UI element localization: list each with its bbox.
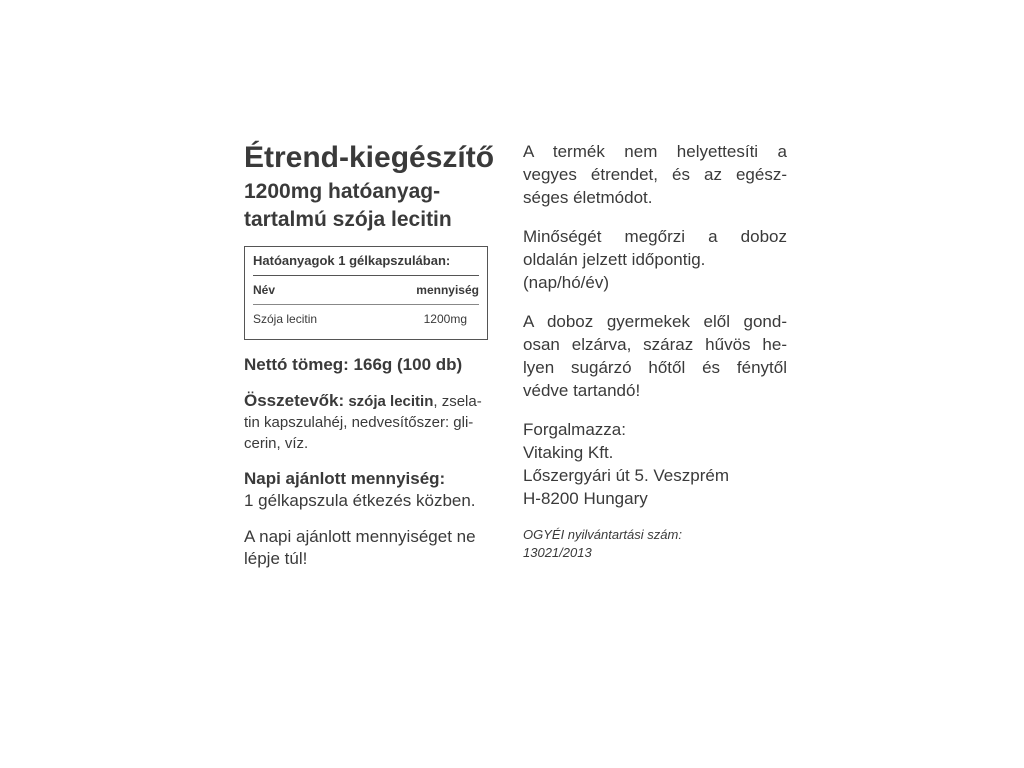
distributor-line: Forgalmazza: (523, 420, 626, 439)
daily-dose-text: 1 gélkapszula étkezés közben. (244, 491, 476, 510)
storage-instructions (523, 310, 787, 402)
dose-warning-line: A napi ajánlott mennyiséget ne (244, 527, 476, 546)
composition-line (244, 390, 508, 412)
ingredients-heading: Hatóanyagok 1 gélkapszulában: (253, 251, 479, 276)
dose-warning-line: lépje túl! (244, 549, 308, 568)
column-header-name: Név (253, 283, 276, 297)
registration-number (523, 526, 787, 562)
ingredient-name: Szója lecitin (253, 312, 318, 326)
distributor-line: Vitaking Kft. (523, 443, 614, 462)
ingredients-table (244, 246, 488, 340)
registration-line: OGYÉI nyilvántartási szám: (523, 527, 682, 542)
net-weight: Nettó tömeg: 166g (100 db) (244, 355, 463, 374)
ingredient-amount: 1200mg (423, 312, 467, 326)
daily-dose-label: Napi ajánlott mennyiség: (244, 469, 446, 488)
subtitle-line: 1200mg hatóanyag- (244, 180, 441, 203)
composition-line1-rest: , zsela- (433, 393, 482, 410)
distributor-line: H-8200 Hungary (523, 489, 648, 508)
composition-label: Összetevők: (244, 391, 345, 410)
composition-line: tin kapszulahéj, nedvesítőszer: gli- (244, 414, 474, 431)
table-row (253, 305, 479, 333)
composition-highlight: szója lecitin (348, 393, 434, 410)
best-before (523, 225, 787, 294)
notice-line: vegyes étrendet, és az egész- (523, 165, 787, 184)
supplement-notice (523, 140, 787, 209)
distributor (523, 418, 787, 510)
best-before-line: (nap/hó/év) (523, 273, 609, 292)
registration-line: 13021/2013 (523, 545, 592, 560)
distributor-line: Lőszergyári út 5. Veszprém (523, 466, 729, 485)
product-title: Étrend-kiegészítő (244, 141, 495, 174)
best-before-line: oldalán jelzett időpontig. (523, 250, 706, 269)
product-subtitle (244, 178, 508, 234)
ingredients-header-row (253, 276, 479, 305)
notice-line: A termék nem helyettesíti a (523, 142, 787, 161)
subtitle-line: tartalmú szója lecitin (244, 208, 452, 231)
column-header-amount: mennyiség (416, 283, 479, 297)
best-before-line: Minőségét megőrzi a doboz (523, 227, 787, 246)
notice-line: séges életmódot. (523, 188, 653, 207)
daily-dose (244, 468, 508, 512)
composition-line: cerin, víz. (244, 435, 309, 452)
right-column (523, 140, 787, 562)
storage-line: A doboz gyermekek elől gond- (523, 312, 787, 331)
composition (244, 390, 508, 454)
storage-line: lyen sugárzó hőtől és fénytől (523, 358, 787, 377)
dose-warning (244, 526, 508, 570)
storage-line: védve tartandó! (523, 381, 641, 400)
storage-line: osan elzárva, száraz hűvös he- (523, 335, 787, 354)
left-column (244, 140, 508, 570)
